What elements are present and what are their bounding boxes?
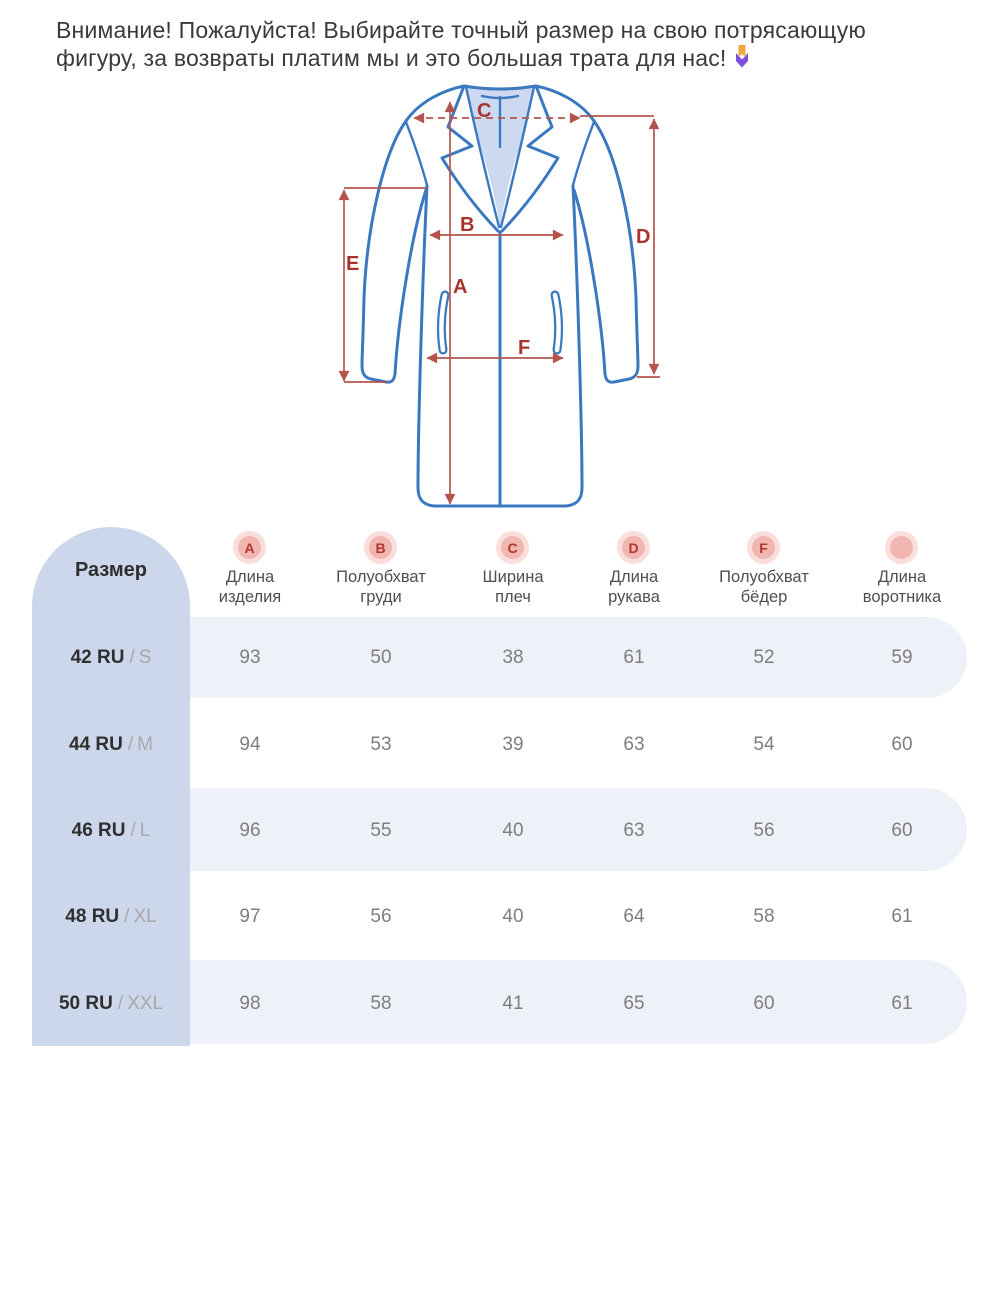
cell: 61 bbox=[623, 647, 645, 668]
cell: 96 bbox=[239, 820, 261, 841]
attention-note bbox=[56, 16, 966, 72]
column-label-collar: Длина воротника bbox=[862, 568, 942, 606]
size-column-header: Размер bbox=[74, 559, 148, 581]
cell: 41 bbox=[502, 993, 524, 1014]
column-label-sleeve: Длина рукава bbox=[608, 568, 660, 606]
size-row-label: 42 RU / S bbox=[70, 647, 152, 668]
cell: 94 bbox=[239, 734, 261, 755]
cell: 93 bbox=[239, 647, 261, 668]
measure-label-e: E bbox=[346, 253, 360, 275]
column-badge-a: A bbox=[233, 531, 266, 564]
cell: 52 bbox=[753, 647, 775, 668]
measure-label-c: C bbox=[477, 100, 492, 122]
cell: 59 bbox=[891, 647, 913, 668]
cell: 53 bbox=[370, 734, 392, 755]
size-row-label: 44 RU / M bbox=[69, 734, 153, 755]
measure-label-d: D bbox=[636, 226, 651, 248]
cell: 39 bbox=[502, 734, 524, 755]
column-label-hips: Полуобхват бёдер bbox=[719, 568, 809, 606]
cell: 97 bbox=[239, 906, 261, 927]
coat-measurement-diagram bbox=[295, 75, 705, 530]
size-row-label: 48 RU / XL bbox=[65, 906, 157, 927]
cell: 54 bbox=[753, 734, 775, 755]
column-badge-b: B bbox=[364, 531, 397, 564]
attention-note-line2: фигуру, за возвраты платим мы и это большая трата для нас! bbox=[56, 45, 727, 71]
column-badge-blank bbox=[885, 531, 918, 564]
cell: 56 bbox=[370, 906, 392, 927]
cell: 38 bbox=[502, 647, 524, 668]
column-badge-c: C bbox=[496, 531, 529, 564]
column-badge-f: F bbox=[747, 531, 780, 564]
cell: 55 bbox=[370, 820, 392, 841]
attention-note-line1: Внимание! Пожалуйста! Выбирайте точный размер на свою потрясающую bbox=[56, 17, 866, 43]
cell: 61 bbox=[891, 993, 913, 1014]
measure-label-b: B bbox=[460, 214, 475, 236]
column-badge-d: D bbox=[617, 531, 650, 564]
cell: 63 bbox=[623, 734, 645, 755]
cell: 58 bbox=[370, 993, 392, 1014]
cell: 64 bbox=[623, 906, 645, 927]
column-label-length: Длина изделия bbox=[218, 568, 282, 606]
column-label-chest: Полуобхват груди bbox=[336, 568, 426, 606]
size-column-background bbox=[32, 527, 190, 1046]
size-row-label: 46 RU / L bbox=[71, 820, 151, 841]
cell: 40 bbox=[502, 906, 524, 927]
cell: 56 bbox=[753, 820, 775, 841]
cell: 58 bbox=[753, 906, 775, 927]
cell: 60 bbox=[891, 734, 913, 755]
size-row-label: 50 RU / XXL bbox=[58, 993, 164, 1014]
cell: 61 bbox=[891, 906, 913, 927]
column-label-shoulders: Ширина плеч bbox=[482, 568, 544, 606]
cell: 65 bbox=[623, 993, 645, 1014]
cell: 63 bbox=[623, 820, 645, 841]
cell: 50 bbox=[370, 647, 392, 668]
measure-label-a: A bbox=[453, 276, 468, 298]
cell: 60 bbox=[753, 993, 775, 1014]
measure-label-f: F bbox=[518, 337, 531, 359]
reminder-ribbon-icon bbox=[733, 44, 751, 70]
cell: 98 bbox=[239, 993, 261, 1014]
cell: 40 bbox=[502, 820, 524, 841]
cell: 60 bbox=[891, 820, 913, 841]
